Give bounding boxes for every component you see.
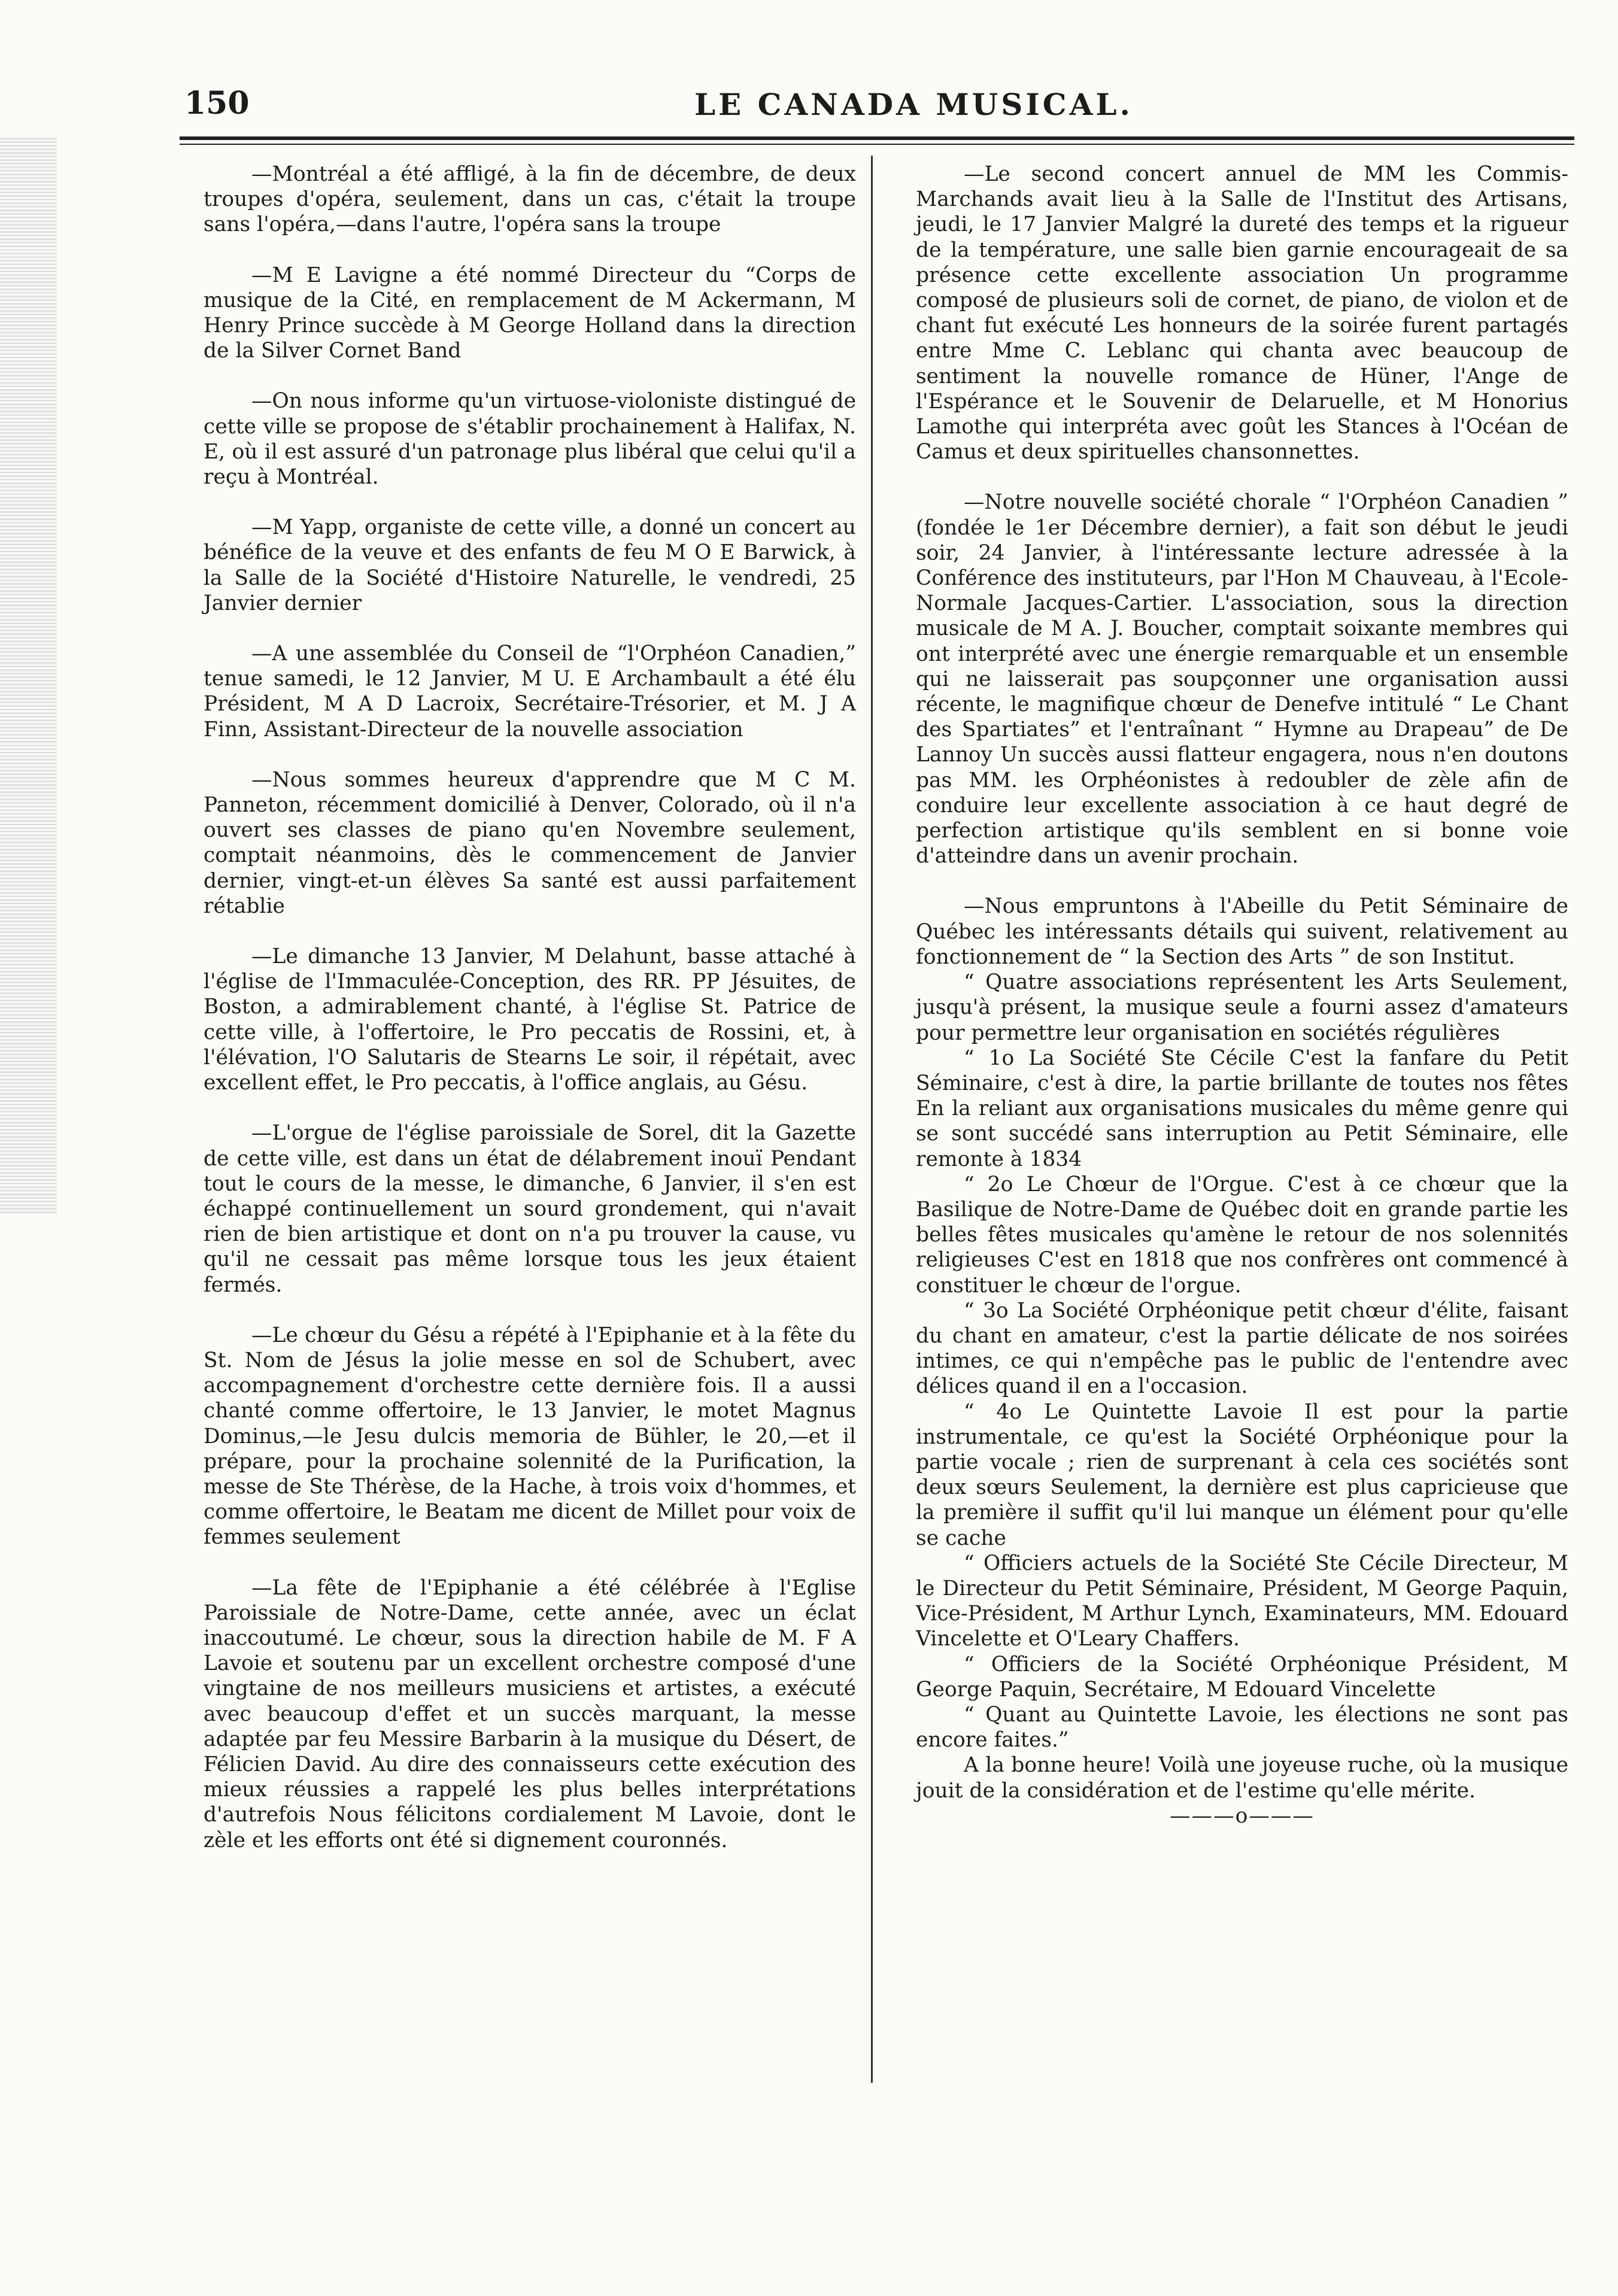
running-title: LE CANADA MUSICAL. — [694, 87, 1133, 122]
news-item-orpheon-council: —A une assemblée du Conseil de “l'Orphéon Canadien,” tenue samedi, le 12 Janvier, M U. E Archambault a été élu Président, M A D Lacroix, Secrétaire-Trésorier, et M. J A Finn, Assistant-Directeur de la nouvelle association — [204, 642, 856, 742]
quote-quintette: “ 4o Le Quintette Lavoie Il est pour la partie instrumentale, ce qu'est la Société Orphéonique pour la partie vocale ; rien de surprenant à cela ces sociétés sont deux sœurs Seulement, la dernière est plus capricieuse que la première il suffit qu'il lui manque un élément pour qu'elle se cache — [916, 1399, 1568, 1550]
news-item-violinist: —On nous informe qu'un virtuose-violoniste distingué de cette ville se propose de s'établir prochainement à Halifax, N. E, où il est assuré d'un patronage plus libéral que celui qu'il a reçu à Montréal. — [204, 389, 856, 490]
header-rule-thin — [180, 144, 1574, 145]
closing-remark: A la bonne heure! Voilà une joyeuse ruche, où la musique jouit de la considération et de l'estime qu'elle mérite. — [916, 1753, 1568, 1803]
quote-quintette-elections: “ Quant au Quintette Lavoie, les élections ne sont pas encore faites.” — [916, 1702, 1568, 1753]
left-column — [204, 162, 856, 1853]
scan-margin-artifact — [0, 138, 57, 1215]
news-item-commis-marchands: —Le second concert annuel de MM les Commis-Marchands avait lieu à la Salle de l'Institut des Artisans, jeudi, le 17 Janvier Malgré la dureté des temps et la rigueur de la température, une salle bien garnie encourageait de sa présence cette excellente association Un programme composé de plusieurs soli de cornet, de piano, de violon et de chant fut exécuté Les honneurs de la soirée furent partagés entre Mme C. Leblanc qui chanta avec beaucoup de sentiment la nouvelle romance de Hüner, l'Ange de l'Espérance et le Souvenir de Delaruelle, et M Honorius Lamothe qui interpréta avec goût les Stances à l'Océan de Camus et deux spirituelles chansonnettes. — [916, 162, 1568, 464]
news-item-yapp-concert: —M Yapp, organiste de cette ville, a donné un concert au bénéfice de la veuve et des enfants de feu M O E Barwick, à la Salle de la Société d'Histoire Naturelle, le vendredi, 25 Janvier dernier — [204, 515, 856, 615]
page-number: 150 — [184, 85, 250, 122]
news-item-gesu-choir: —Le chœur du Gésu a répété à l'Epiphanie et à la fête du St. Nom de Jésus la jolie messe en sol de Schubert, avec accompagnement d'orchestre cette dernière fois. Il a aussi chanté comme offertoire, le 13 Janvier, le motet Magnus Dominus,—le Jesu dulcis memoria de Bühler, le 20,—et il prépare, pour la prochaine solennité de la Purification, la messe de Ste Thérèse, de la Hache, à trois voix d'hommes, et comme offertoire, le Beatam me dicent de Millet pour voix de femmes seulement — [204, 1323, 856, 1550]
news-item-orpheon-debut: —Notre nouvelle société chorale “ l'Orphéon Canadien ” (fondée le 1er Décembre dernier), a fait son début le jeudi soir, 24 Janvier, à l'intéressante lecture adressée à la Conférence des instituteurs, par l'Hon M Chauveau, à l'Ecole-Normale Jacques-Cartier. L'association, sous la direction musicale de M A. J. Boucher, comptait soixante membres qui ont interprété avec une énergie remarquable et un ensemble qui ne laisserait pas soupçonner une organisation aussi récente, le magnifique chœur de Denefve intitulé “ Le Chant des Spartiates” et l'entraînant “ Hymne au Drapeau” de De Lannoy Un succès aussi flatteur engagera, nous n'en doutons pas MM. les Orphéonistes à redoubler de zèle afin de conduire leur excellente association à ce haut degré de perfection artistique qu'ils semblent en si bonne voie d'atteindre dans un avenir prochain. — [916, 490, 1568, 868]
quote-associations: “ Quatre associations représentent les Arts Seulement, jusqu'à présent, la musique seule a fourni assez d'amateurs pour permettre leur organisation en sociétés régulières — [916, 970, 1568, 1045]
news-item-opera-troupes: —Montréal a été affligé, à la fin de décembre, de deux troupes d'opéra, seulement, dans un cas, c'était la troupe sans l'opéra,—dans l'autre, l'opéra sans la troupe — [204, 162, 856, 237]
quote-ste-cecile: “ 1o La Société Ste Cécile C'est la fanfare du Petit Séminaire, c'est à dire, la partie brillante de toutes nos fêtes En la reliant aux organisations musicales du même genre qui se sont succédé sans interruption au Petit Séminaire, elle remonte à 1834 — [916, 1046, 1568, 1171]
header-rule-thick — [180, 136, 1574, 140]
news-item-epiphany: —La fête de l'Epiphanie a été célébrée à l'Eglise Paroissiale de Notre-Dame, cette année, avec un éclat inaccoutumé. Le chœur, sous la direction habile de M. F A Lavoie et soutenu par un excellent orchestre composé d'une vingtaine de nos meilleurs musiciens et artistes, a exécuté avec beaucoup d'effet et un succès marquant, la messe adaptée par feu Messire Barbarin à la musique du Désert, de Félicien David. Au dire des connaisseurs cette exécution des mieux réussies a rappelé les plus belles interprétations d'autrefois Nous félicitons cordialement M Lavoie, dont le zèle et les efforts ont été si dignement couronnés. — [204, 1575, 856, 1852]
end-ornament: ———o——— — [1170, 1803, 1315, 1828]
quote-officers-orpheonique: “ Officiers de la Société Orphéonique Président, M George Paquin, Secrétaire, M Edouard Vincelette — [916, 1652, 1568, 1702]
news-item-delahunt: —Le dimanche 13 Janvier, M Delahunt, basse attaché à l'église de l'Immaculée-Conception, des RR. PP Jésuites, de Boston, a admirablement chanté, à l'église St. Patrice de cette ville, à l'offertoire, le Pro peccatis de Rossini, et, à l'élévation, l'O Salutaris de Stearns Le soir, il répétait, avec excellent effet, le Pro peccatis, à l'office anglais, au Gésu. — [204, 944, 856, 1095]
right-column — [916, 162, 1568, 1829]
news-item-lavigne: —M E Lavigne a été nommé Directeur du “Corps de musique de la Cité, en remplacement de M Ackermann, M Henry Prince succède à M George Holland dans la direction de la Silver Cornet Band — [204, 263, 856, 363]
news-item-abeille: —Nous empruntons à l'Abeille du Petit Séminaire de Québec les intéressants détails qui suivent, relativement au fonctionnement de “ la Section des Arts ” de son Institut. — [916, 894, 1568, 969]
news-item-panneton: —Nous sommes heureux d'apprendre que M C M. Panneton, récemment domicilié à Denver, Colorado, où il n'a ouvert ses classes de piano qu'en Novembre seulement, comptait néanmoins, dès le commencement de Janvier dernier, vingt-et-un élèves Sa santé est aussi parfaitement rétablie — [204, 767, 856, 918]
column-divider — [871, 156, 873, 2083]
quote-officers-ste-cecile: “ Officiers actuels de la Société Ste Cécile Directeur, M le Directeur du Petit Séminaire, Président, M George Paquin, Vice-Président, M Arthur Lynch, Examinateurs, MM. Edouard Vincelette et O'Leary Chaffers. — [916, 1551, 1568, 1651]
quote-choeur-orgue: “ 2o Le Chœur de l'Orgue. C'est à ce chœur que la Basilique de Notre-Dame de Québec doit en grande partie les belles fêtes musicales qu'amène le retour de nos solennités religieuses C'est en 1818 que nos confrères ont commencé à constituer le chœur de l'orgue. — [916, 1172, 1568, 1298]
quote-orpheonique: “ 3o La Société Orphéonique petit chœur d'élite, faisant du chant en amateur, c'est la partie délicate de nos soirées intimes, ce qui n'empêche pas le public de l'entendre avec délices quand il en a l'occasion. — [916, 1298, 1568, 1399]
news-item-sorel-organ: —L'orgue de l'église paroissiale de Sorel, dit la Gazette de cette ville, est dans un état de délabrement inouï Pendant tout le cours de la messe, le dimanche, 6 Janvier, il s'en est échappé continuellement un sourd grondement, qui n'avait rien de bien artistique et dont on n'a pu trouver la cause, vu qu'il ne cessait pas même lorsque tous les jeux étaient fermés. — [204, 1121, 856, 1297]
